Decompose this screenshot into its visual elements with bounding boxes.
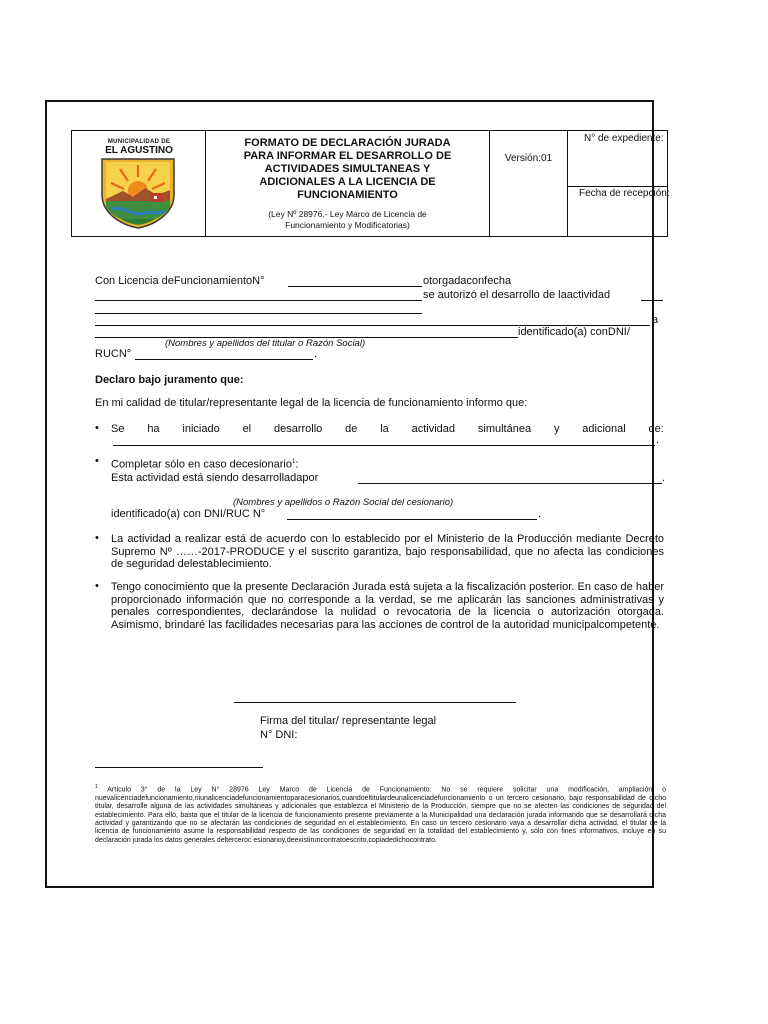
municipality-line2: EL AGUSTINO	[105, 145, 173, 156]
cesionario-name-field[interactable]	[358, 483, 662, 484]
form-subtitle	[206, 209, 489, 231]
bullet1-word: iniciado	[182, 423, 220, 435]
form-title	[206, 137, 489, 202]
dni-ruc-end: .	[538, 508, 542, 520]
nombres-hint: (Nombres y apellidos del titular o Razón Social)	[165, 338, 366, 349]
bullet1-word: desarrollo	[273, 423, 323, 435]
firma-label: Firma del titular/ representante legal	[260, 715, 437, 727]
expediente-label: N° de expediente:	[584, 133, 664, 144]
subtitle-line: Funcionamiento y Modificatorias)	[285, 220, 410, 230]
bullet-dot: •	[95, 580, 99, 592]
otorgada-label: otorgadaconfecha	[423, 275, 512, 287]
desarrollada-label: Esta actividad está siendo desarrolladapor	[111, 472, 319, 484]
title-line: PARA INFORMAR EL DESARROLLO DE	[243, 150, 452, 162]
autorizo-label: se autorizó el desarrollo de laactividad	[423, 289, 611, 301]
fecha-recepcion-cell[interactable]	[568, 187, 670, 236]
cesionario-colon: :	[295, 458, 299, 471]
cesionario-dni-field[interactable]	[287, 519, 537, 520]
footnote-ref: 1	[292, 459, 296, 465]
ruc-end: .	[314, 348, 318, 360]
footnote	[95, 783, 666, 845]
bullet1-word: de	[345, 423, 358, 435]
bullet4-paragraph: Tengo conocimiento que la presente Declaración Jurada está sujeta a la fiscalización posterior. En caso de haber proporcionado información que no corresponde a la verdad, se me aplicarán las sanciones administrativas y penales correspondientes, declarándose la nulidad o revocatoria de la licencia o autorización otorgada. Asimismo, brindaré las facilidades necesarias para las acciones de control de la autoridad municipalcompetente.	[111, 581, 664, 631]
bullet2-text	[111, 456, 298, 472]
bullet3-paragraph: La actividad a realizar está de acuerdo con lo establecido por el Ministerio de la Producción mediante Decreto Supremo Nº ……-2017-PRODUCE y el suscrito garantiza, bajo responsabilidad, que no afecta las condiciones de seguridad delestablecimiento.	[111, 533, 664, 570]
cesionario-hint: (Nombres y apellidos o Razón Social del cesionario)	[233, 497, 454, 508]
document-page	[45, 100, 670, 888]
a-label: a	[652, 314, 659, 326]
title-line: ACTIVIDADES SIMULTANEAS Y	[264, 163, 431, 175]
signature-line[interactable]	[234, 702, 516, 703]
municipality-line1: MUNICIPALIDAD DE	[107, 139, 171, 145]
cesionario-label: Completar sólo en caso decesionario	[111, 458, 292, 471]
dni-label: N° DNI:	[260, 729, 298, 741]
municipality-shield-icon	[99, 157, 177, 229]
footnote-separator	[95, 767, 263, 768]
bullet1-word: el	[242, 423, 252, 435]
title-line: ADICIONALES A LA LICENCIA DE	[259, 176, 436, 188]
fecha-recepcion-label: Fecha de recepción:	[579, 188, 670, 199]
dni-ruc-label: identificado(a) con DNI/RUC N°	[111, 508, 266, 520]
logo-cell	[72, 131, 206, 236]
bullet1-word: la	[380, 423, 389, 435]
title-line: FORMATO DE DECLARACIÓN JURADA	[244, 137, 451, 149]
bullet1-word: actividad	[411, 423, 456, 435]
bullet1-word: y	[553, 423, 560, 435]
bullet1-word: simultánea	[477, 423, 532, 435]
title-cell	[206, 131, 490, 236]
title-line: FUNCIONAMIENTO	[297, 189, 398, 201]
bullet1-end: .	[656, 434, 660, 446]
actividad-adicional-field[interactable]	[113, 445, 655, 446]
calidad-text: En mi calidad de titular/representante legal de la licencia de funcionamiento informo que:	[95, 397, 528, 409]
bullet1-word: Se	[111, 423, 125, 435]
ruc-label: RUCN°	[95, 348, 132, 360]
bullet1-word: ha	[147, 423, 160, 435]
bullet1-word: de:	[648, 423, 664, 435]
bullet-dot: •	[95, 532, 99, 544]
bullet-dot: •	[95, 455, 99, 467]
bullet1-word: adicional	[582, 423, 626, 435]
version-label: Versión:01	[504, 153, 553, 164]
fecha-licencia-field[interactable]	[95, 300, 422, 301]
version-cell	[490, 131, 568, 236]
identificado-label: identificado(a) conDNI/	[518, 326, 630, 338]
bullet1-text	[111, 423, 664, 436]
header-table	[71, 130, 668, 237]
declaro-heading: Declaro bajo juramento que:	[95, 374, 244, 386]
municipality-name	[72, 139, 206, 156]
bullet-dot: •	[95, 422, 99, 434]
licencia-label: Con Licencia deFuncionamientoN°	[95, 275, 265, 287]
expediente-cell[interactable]	[568, 131, 667, 187]
actividad-field-start[interactable]	[641, 300, 663, 301]
ruc-field[interactable]	[135, 359, 313, 360]
licencia-number-field[interactable]	[288, 286, 422, 287]
actividad-field[interactable]	[95, 313, 422, 314]
footnote-mark: 1	[95, 784, 98, 790]
subtitle-line: (Ley Nº 28976.- Ley Marco de Licencia de	[268, 209, 427, 219]
bullet2-end: .	[662, 472, 666, 484]
footnote-text: Artículo 3° de la Ley N° 28976 Ley Marco de Licencia de Funcionamiento: No se requiere solicitar una modificación, ampliación o nuevalicenciadefuncionamiento,niunalicenciadefuncionamientoparacesionarios,cuandoeltitulardeunalicenciadefuncionamiento o un tercero cesionario, bajo responsabilidad de dicho titular, desarrolle alguna de las actividades simultáneas y adicionales que establezca el Ministerio de la Producción, siempre que no se afecten las condiciones de seguridad del establecimiento. Para ello, basta que el titular de la licencia de funcionamiento presente previamente a la Municipalidad una declaración jurada informando que se desarrollará dicha actividad y garantizando que no se afectarán las condiciones de seguridad en el establecimiento. En caso un tercero cesionario vaya a desarrollar dicha actividad, el titular de la licencia de funcionamiento asume la responsabilidad respecto de las condiciones de seguridad en la totalidad del establecimiento y, sólo con fines informativos, incluye en su declaración jurada los datos generales delterceroc esionarioy,deexistiruncontratoescrito,copiadedichocontrato.	[95, 786, 666, 844]
